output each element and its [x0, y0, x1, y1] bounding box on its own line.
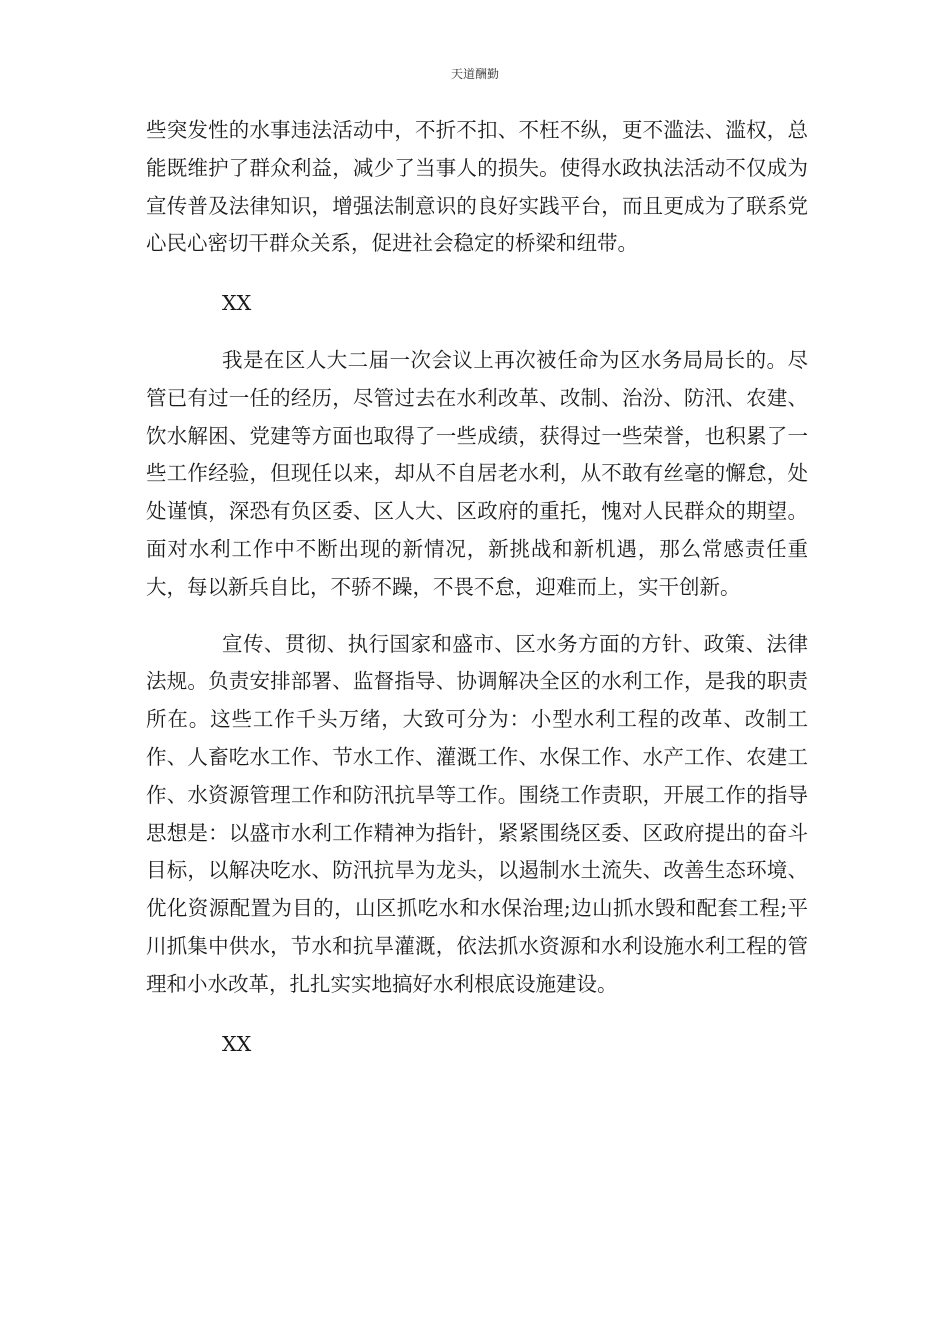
page-header: 天道酬勤	[450, 67, 499, 81]
paragraph-appointment: 我是在区人大二届一次会议上再次被任命为区水务局局长的。尽管已有过一任的经历，尽管过去在水利改革、改制、治汾、防汛、农建、饮水解困、党建等方面也取得了一些成绩，获得过一些荣誉，也积累了一些工作经验，但现任以来，却从不自居老水利，从不敢有丝毫的懈怠，处处谨慎，深恐有负区委、区人大、区政府的重托，愧对人民群众的期望。面对水利工作中不断出现的新情况，新挑战和新机遇，那么常感责任重大，每以新兵自比，不骄不躁，不畏不怠，迎难而上，实干创新。	[146, 347, 808, 599]
paragraph-continuation: 些突发性的水事违法活动中，不折不扣、不枉不纵，更不滥法、滥权，总能既维护了群众利益，减少了当事人的损失。使得水政执法活动不仅成为宣传普及法律知识，增强法制意识的良好实践平台，而且更成为了联系党心民心密切干群众关系，促进社会稳定的桥梁和纽带。	[146, 118, 808, 256]
section-heading: XX	[222, 1031, 252, 1056]
section-heading: XX	[222, 291, 252, 316]
document-body	[146, 112, 808, 1063]
paragraph-duties: 宣传、贯彻、执行国家和盛市、区水务方面的方针、政策、法律法规。负责安排部署、监督指导、协调解决全区的水利工作，是我的职责所在。这些工作千头万绪，大致可分为：小型水利工程的改革、改制工作、人畜吃水工作、节水工作、灌溉工作、水保工作、水产工作、农建工作、水资源管理工作和防汛抗旱等工作。围绕工作责职，开展工作的指导思想是：以盛市水利工作精神为指针，紧紧围绕区委、区政府提出的奋斗目标，以解决吃水、防汛抗旱为龙头，以遏制水土流失、改善生态环境、优化资源配置为目的，山区抓吃水和水保治理;边山抓水毁和配套工程;平川抓集中供水，节水和抗旱灌溉，依法抓水资源和水利设施水利工程的管理和小水改革，扎扎实实地搞好水利根底设施建设。	[146, 631, 808, 996]
